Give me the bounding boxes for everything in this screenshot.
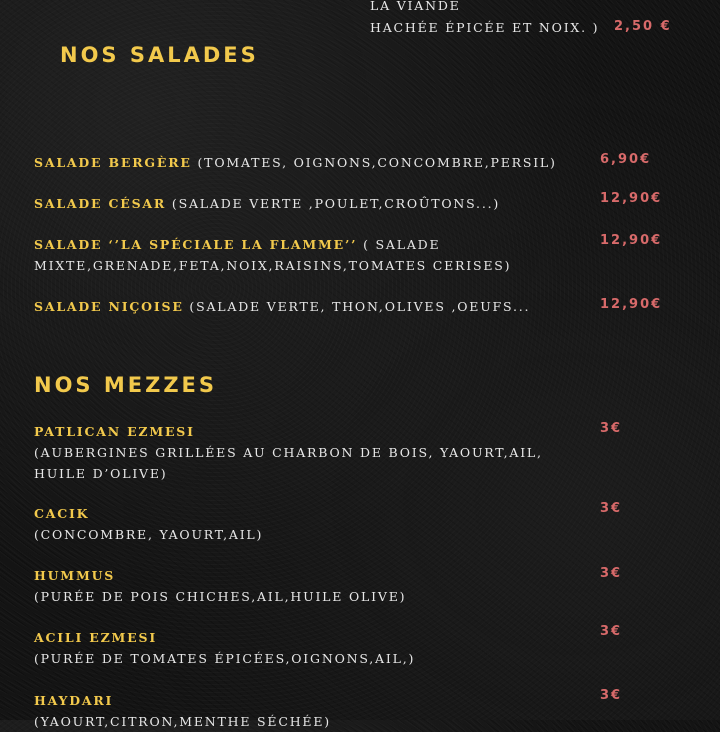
menu-item-salade-cesar: [34, 193, 574, 214]
item-name: SALADE BERGÈRE: [34, 155, 192, 170]
menu-item-patlican-ezmesi: [34, 421, 564, 484]
item-price: 6,90€: [600, 152, 652, 167]
menu-item-haydari: [34, 690, 564, 729]
item-name: HUMMUS: [34, 568, 116, 583]
section-title-salades: NOS SALADES: [60, 43, 259, 67]
item-name: CACIK: [34, 506, 90, 521]
top-item-line2: HACHÉE ÉPICÉE ET NOIX. ): [370, 20, 600, 35]
item-description: (CONCOMBRE, YAOURT,AIL): [34, 527, 264, 542]
item-name: SALADE CÉSAR: [34, 196, 167, 211]
menu-item-salade-speciale: [34, 234, 534, 276]
item-price: 3€: [600, 688, 623, 703]
item-name: ACILI EZMESI: [34, 630, 157, 645]
top-item-price: 2,50 €: [614, 19, 672, 34]
item-description: (PURÉE DE POIS CHICHES,AIL,HUILE OLIVE): [34, 589, 407, 604]
top-item-line1: LA VIANDE: [370, 0, 461, 13]
item-price: 12,90€: [600, 297, 663, 312]
item-price: 3€: [600, 501, 623, 516]
menu-item-acili-ezmesi: [34, 627, 564, 669]
item-name: SALADE NIÇOISE: [34, 299, 184, 314]
menu-item-cacik: [34, 503, 564, 545]
item-price: 12,90€: [600, 191, 663, 206]
item-description: (AUBERGINES GRILLÉES AU CHARBON DE BOIS, YAOURT,AIL, HUILE D’OLIVE): [34, 445, 543, 481]
section-title-mezzes: NOS MEZZES: [34, 373, 218, 397]
item-price: 12,90€: [600, 233, 663, 248]
menu-item-salade-bergere: [34, 152, 574, 173]
menu-item-hummus: [34, 565, 564, 607]
item-name: PATLICAN EZMESI: [34, 424, 195, 439]
item-description: ( SALADE MIXTE,GRENADE,FETA,NOIX,RAISINS,TOMATES CERISES): [34, 237, 512, 273]
item-price: 3€: [600, 566, 623, 581]
menu-item-salade-nicoise: [34, 296, 574, 317]
item-description: (PURÉE DE TOMATES ÉPICÉES,OIGNONS,AIL,): [34, 651, 416, 666]
item-price: 3€: [600, 421, 623, 436]
item-description: (SALADE VERTE ,POULET,CROÛTONS...): [166, 196, 501, 211]
item-description: (TOMATES, OIGNONS,CONCOMBRE,PERSIL): [191, 155, 557, 170]
item-name: HAYDARI: [34, 693, 114, 708]
item-description: (SALADE VERTE, THON,OLIVES ,OEUFS...: [183, 299, 531, 314]
item-name: SALADE ‘’LA SPÉCIALE LA FLAMME’’: [34, 237, 358, 252]
item-price: 3€: [600, 624, 623, 639]
item-description: (YAOURT,CITRON,MENTHE SÉCHÉE): [34, 714, 331, 729]
